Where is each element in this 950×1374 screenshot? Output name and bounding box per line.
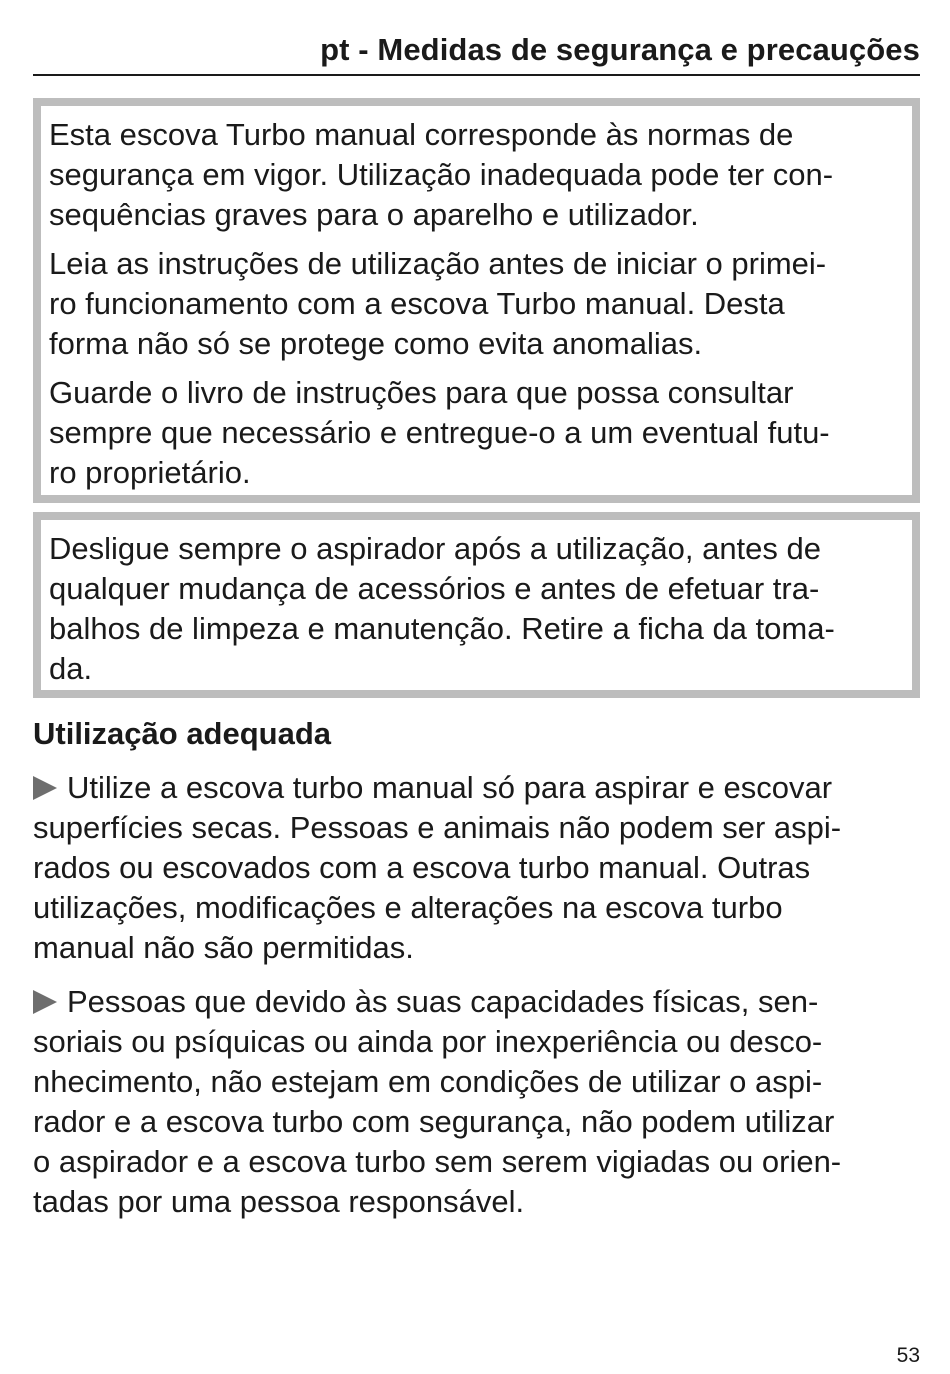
page-title: pt - Medidas de segurança e precauções — [320, 32, 920, 67]
instruction-text: Pessoas que devido às suas capacidades físicas, sen- soriais ou psíquicas ou ainda por inexperiência ou desco- nhecimento, não estejam em condições de utilizar o aspi- rador e a escova turbo com segurança, não podem utilizar o aspirador e a escova turbo sem serem vigiadas ou orien- tadas por uma pessoa responsável. — [33, 984, 842, 1219]
triangle-right-icon — [33, 776, 57, 800]
unplug-warning-box — [33, 512, 920, 698]
section-heading: Utilização adequada — [33, 716, 332, 751]
page-number: 53 — [896, 1344, 920, 1367]
triangle-right-icon — [33, 990, 57, 1014]
safety-notice-box — [33, 98, 920, 503]
instruction-text: Utilize a escova turbo manual só para aspirar e escovar superfícies secas. Pessoas e animais não podem ser aspi- rados ou escovados com a escova turbo manual. Outras utilizações, modificações e alterações na escova turbo manual não são permitidas. — [33, 770, 842, 965]
warning-paragraph: Desligue sempre o aspirador após a utilização, antes de qualquer mudança de acessórios e antes de efetuar tra- balhos de limpeza e manutenção. Retire a ficha da toma- da. — [49, 531, 835, 686]
usage-instruction-item — [33, 768, 923, 968]
notice-paragraph: Guarde o livro de instruções para que possa consultar sempre que necessário e entregue-o a um eventual futu- ro proprietário. — [49, 375, 830, 490]
notice-paragraph: Esta escova Turbo manual corresponde às normas de segurança em vigor. Utilização inadequada pode ter con- sequências graves para o aparelho e utilizador. — [49, 117, 834, 232]
notice-paragraph: Leia as instruções de utilização antes de iniciar o primei- ro funcionamento com a escova Turbo manual. Desta forma não só se protege como evita anomalias. — [49, 246, 827, 361]
page-header — [33, 30, 920, 76]
usage-instruction-item — [33, 982, 923, 1222]
